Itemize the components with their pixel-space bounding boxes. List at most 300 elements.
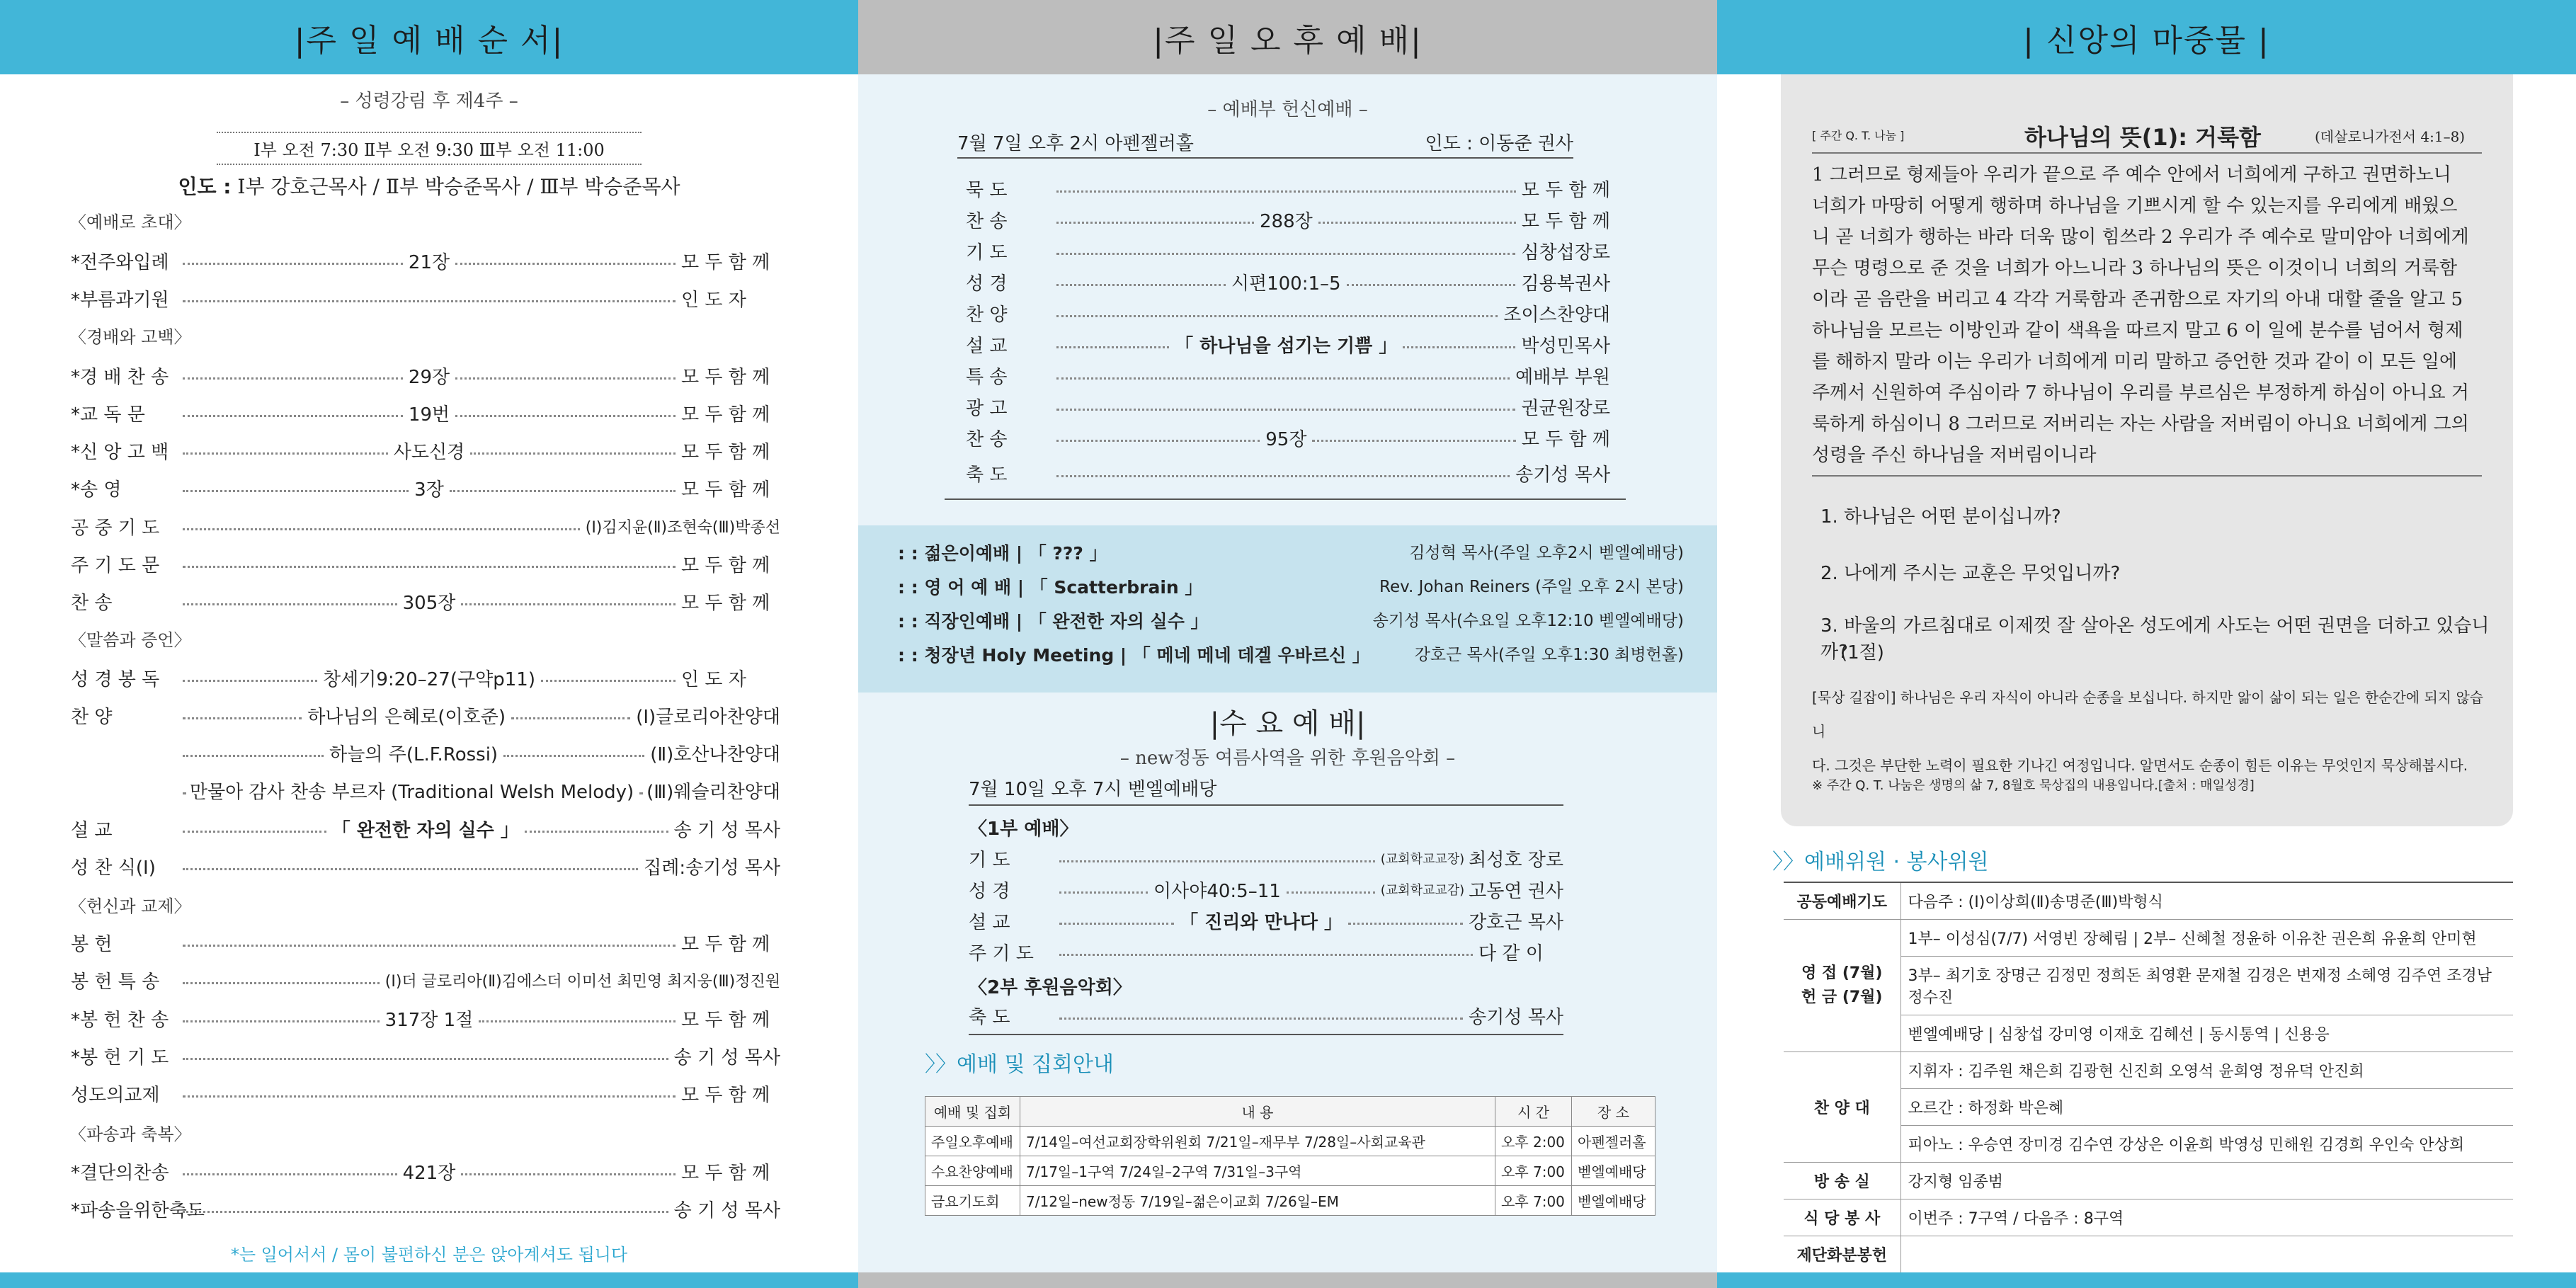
events-cell: 벧엘예배당 [1572, 1186, 1655, 1216]
events-header-cell: 장 소 [1572, 1097, 1655, 1127]
staff-value: 3부– 최기호 장명근 김정민 정희돈 최영환 문재철 김경은 변재정 소혜영 김주연 조경남 정수진 [1900, 957, 2513, 1015]
other-service-title: : : 청장년 Holy Meeting | 「 메네 메네 데겔 우바르신 」 [898, 645, 1370, 666]
events-cell: 7/12일–new정동 7/19일–젊은이교회 7/26일–EM [1020, 1186, 1495, 1216]
order-item [969, 1001, 1563, 1030]
order-item-detail: 19번 [408, 404, 450, 426]
section-label: 〈말씀과 증언〉 [69, 630, 191, 650]
leader-dots [183, 1020, 380, 1022]
bottom-bar [0, 1272, 858, 1288]
leader-dots [183, 377, 403, 380]
order-item [71, 436, 780, 465]
order-item-name: *경 배 찬 송 [71, 366, 169, 388]
events-cell: 수요찬양예배 [925, 1156, 1020, 1186]
order-item-person: 고동연 권사 [1469, 880, 1563, 902]
section-label: 〈헌신과 교제〉 [69, 896, 191, 916]
order-item-person: 인 도 자 [681, 289, 746, 311]
order-item-detail: 305장 [402, 592, 456, 614]
leader-dots [183, 1173, 397, 1175]
leader-dots [1312, 440, 1515, 442]
order-item-name: 기 도 [969, 849, 1010, 871]
order-item-name: 설 교 [71, 819, 113, 841]
order-item-name: 찬 송 [966, 210, 1008, 232]
other-service-info: Rev. Johan Reiners (주일 오후 2시 본당) [1379, 578, 1684, 596]
qt-line: 1 그러므로 형제들아 우리가 끝으로 주 예수 안에서 너희에게 구하고 권면하노니 [1812, 164, 2451, 186]
order-item-detail: 95장 [1265, 428, 1307, 450]
order-item [969, 906, 1563, 935]
afternoon-service-header: |주 일 오 후 예 배| [858, 0, 1717, 74]
leader-dots [183, 868, 638, 870]
faith-header: | 신앙의 마중물 | [1717, 0, 2576, 74]
order-item [71, 549, 780, 578]
staff-key [1784, 920, 1900, 1052]
events-table [925, 1096, 1655, 1216]
order-item-name: 광 고 [966, 397, 1008, 419]
staff-key-line: 영 접 (7월) [1801, 964, 1883, 982]
staff-key-line: 헌 금 (7월) [1801, 988, 1883, 1006]
staff-value [1900, 1236, 2513, 1273]
events-header-cell: 시 간 [1495, 1097, 1572, 1127]
order-item-person: 모 두 함 께 [681, 251, 770, 273]
order-item-person: 강호근 목사 [1469, 911, 1563, 933]
leader-dots [183, 415, 403, 417]
sunday-subtitle: – 성령강림 후 제4주 – [340, 91, 518, 112]
table-row [1784, 1052, 2513, 1089]
leader-dots [450, 490, 676, 492]
order-item-name: 찬 양 [966, 304, 1008, 326]
table-row [1784, 1236, 2513, 1273]
order-item-person: 모 두 함 께 [1521, 179, 1610, 201]
order-item [969, 875, 1563, 904]
leader-dots [455, 377, 676, 380]
staff-value: 1부– 이성심(7/7) 서영빈 장혜림 | 2부– 신혜철 정윤하 이유찬 권은희 유윤희 안미현 [1900, 920, 2513, 957]
order-item-person: 모 두 함 께 [681, 592, 770, 614]
order-item-name: 성 경 [966, 273, 1008, 295]
order-item-detail: 하나님의 은혜로(이호준) [307, 706, 506, 728]
events-cell: 아펜젤러홀 [1572, 1127, 1655, 1156]
leader-dots [183, 490, 409, 492]
order-item-name: 찬 송 [966, 428, 1008, 450]
order-item-detail: 이사야40:5–11 [1153, 880, 1281, 902]
qt-title: 하나님의 뜻(1): 거룩함 [2024, 124, 2261, 151]
order-item-person: 송 기 성 목사 [673, 1047, 780, 1068]
qt-note: ※ 주간 Q. T. 나눔은 생명의 삶 7, 8월호 묵상집의 내용입니다.[출처 : 매일성경] [1812, 778, 2255, 793]
other-service-info: 강호근 목사(주일 오후1:30 최병헌홀) [1414, 646, 1684, 664]
leader-dots [183, 452, 388, 455]
order-item-person: 송기성 목사 [1469, 1006, 1563, 1028]
order-item-name: 성 찬 식(I) [71, 857, 156, 879]
wed-part2-label: 〈2부 후원음악회〉 [969, 977, 1132, 998]
staff-value: 이번주 : 7구역 / 다음주 : 8구역 [1900, 1199, 2513, 1236]
order-item [966, 330, 1610, 358]
order-item-person: 송기성 목사 [1515, 464, 1610, 486]
order-item-person: 조이스찬양대 [1503, 304, 1610, 326]
order-item-name: 축 도 [966, 464, 1008, 486]
leader-dots [183, 717, 302, 719]
footnote: *는 일어서서 / 몸이 불편하신 분은 앉아계셔도 됩니다 [230, 1245, 628, 1265]
events-title: 〉〉예배 및 집회안내 [925, 1052, 1114, 1077]
staff-key: 찬 양 대 [1784, 1052, 1900, 1163]
staff-key: 방 송 실 [1784, 1163, 1900, 1199]
order-item-name: *봉 헌 찬 송 [71, 1009, 169, 1031]
order-item-person: 모 두 함 께 [681, 479, 770, 501]
qt-line: 룩하게 하심이니 8 그러므로 저버리는 자는 사람을 저버림이 아니요 너희에게 그의 [1812, 414, 2470, 435]
leader-dots [511, 717, 630, 719]
table-row [1784, 1199, 2513, 1236]
table-row [1784, 1163, 2513, 1199]
order-item [966, 459, 1610, 487]
events-header-cell: 내 용 [1020, 1097, 1495, 1127]
order-item-detail: 3장 [414, 479, 444, 501]
qt-panel [1781, 74, 2513, 826]
order-item-detail: 「 완전한 자의 실수 」 [331, 819, 519, 841]
order-item-role: (교회학교교장) [1380, 852, 1465, 867]
order-item-detail: 21장 [408, 251, 450, 273]
qt-line: 하나님을 모르는 이방인과 같이 색욕을 따르지 말고 6 이 일에 분수를 넘어서 형제 [1812, 320, 2463, 341]
table-row [925, 1127, 1655, 1156]
order-item [71, 1042, 780, 1070]
order-item [71, 1195, 780, 1223]
order-item-person: 인 도 자 [681, 668, 746, 690]
order-item-name: 봉 헌 [71, 933, 113, 955]
order-item-person: 모 두 함 께 [1521, 210, 1611, 232]
leader-dots [525, 831, 668, 833]
order-item-person: (Ⅰ)김지윤(Ⅱ)조현숙(Ⅲ)박종선 [585, 518, 780, 537]
qt-question: 2. 나에게 주시는 교훈은 무엇입니까? [1820, 563, 2121, 584]
qt-line: 를 해하지 말라 이는 우리가 너희에게 미리 말하고 증언한 것과 같이 이 모든 일에 [1812, 351, 2458, 372]
qt-text [1812, 159, 2482, 477]
qt-reference: (데살로니가전서 4:1–8) [2315, 128, 2466, 145]
order-item [71, 284, 780, 312]
leader-dots [503, 755, 644, 757]
order-item [966, 299, 1610, 327]
order-item [71, 587, 780, 615]
order-item [966, 205, 1610, 234]
order-item-person: 모 두 함 께 [681, 441, 770, 463]
order-item [71, 1004, 780, 1032]
order-item-person: 최성호 장로 [1469, 849, 1563, 871]
leader-dots [1318, 222, 1516, 224]
wed-subtitle: – new정동 여름사역을 위한 후원음악회 – [1119, 748, 1456, 769]
order-item-person: (Ⅲ)웨슬리찬양대 [646, 781, 780, 803]
divider [969, 1034, 1563, 1035]
leader-dots [183, 831, 326, 833]
staff-value: 강지형 임종범 [1900, 1163, 2513, 1199]
staff-title: 〉〉예배위원 · 봉사위원 [1772, 850, 1989, 874]
order-item [71, 701, 780, 729]
order-item [966, 423, 1610, 452]
leader-dots [461, 1173, 676, 1175]
leader-dots [1287, 891, 1375, 894]
order-item-person: 모 두 함 께 [681, 1009, 770, 1031]
order-item-detail: 시편100:1–5 [1231, 273, 1341, 295]
leader-dots [183, 300, 676, 302]
order-item [71, 1079, 780, 1107]
staff-value: 벧엘예배당 | 심창섭 강미영 이재호 김혜선 | 동시통역 | 신용응 [1900, 1015, 2513, 1052]
section-label: 〈예배로 초대〉 [69, 212, 191, 232]
meditation-line: 다. 그것은 부단한 노력이 필요한 기나긴 여정입니다. 알면서도 순종이 힘든 이유는 무엇인지 묵상해봅시다. [1812, 757, 2468, 774]
other-service-row [898, 540, 1684, 565]
order-item-person: (Ⅱ)호산나찬양대 [650, 743, 780, 765]
staff-value: 오르간 : 하정화 박은혜 [1900, 1089, 2513, 1126]
leader-dots [1056, 190, 1516, 193]
order-item-person: 송 기 성 목사 [673, 819, 780, 841]
order-item [71, 399, 780, 427]
qt-question: (1절) [1840, 642, 1884, 663]
order-item-name: 성 경 [969, 880, 1010, 902]
staff-key: 공동예배기도 [1784, 882, 1900, 920]
column-faith [1717, 0, 2576, 1288]
other-service-title: : : 직장인예배 | 「 완전한 자의 실수 」 [898, 611, 1209, 632]
staff-table [1784, 882, 2513, 1273]
order-item-person: 모 두 함 께 [1521, 428, 1610, 450]
leader-dots [1059, 954, 1473, 956]
wed-date: 7월 10일 오후 7시 벧엘예배당 [969, 775, 1563, 806]
order-item [71, 1157, 780, 1185]
order-item [71, 776, 780, 804]
order-item-person: 송 기 성 목사 [673, 1199, 780, 1221]
order-item-detail: 317장 1절 [384, 1009, 474, 1031]
leader-dots [1056, 440, 1260, 442]
order-item-name: 설 교 [966, 335, 1008, 357]
qt-line: 이라 곧 음란을 버리고 4 각각 거룩함과 존귀함으로 자기의 아내 대할 줄을 알고 5 [1812, 289, 2463, 310]
leader-dots [1403, 346, 1515, 348]
leaders-line [0, 171, 858, 200]
section-label: 〈파송과 축복〉 [69, 1124, 191, 1144]
leader-dots [1056, 377, 1510, 380]
qt-line: 주께서 신원하여 주심이라 7 하나님이 우리를 부르심은 부정하게 하심이 아니요 거 [1812, 382, 2470, 404]
order-item [71, 852, 780, 880]
order-item-name: 봉 헌 특 송 [71, 971, 160, 993]
order-item-name: *교 독 문 [71, 404, 145, 426]
order-item-name: 성 경 봉 독 [71, 668, 160, 690]
staff-value: 다음주 : (Ⅰ)이상희(Ⅱ)송명준(Ⅲ)박형식 [1900, 882, 2513, 920]
leader-dots [1348, 923, 1463, 925]
qt-line: 너희가 마땅히 어떻게 행하며 하나님을 기쁘시게 할 수 있는지를 우리에게 배웠으 [1812, 195, 2458, 217]
afternoon-date: 7월 7일 오후 2시 아펜젤러홀 [957, 132, 1194, 154]
order-item [71, 928, 780, 957]
order-item [966, 268, 1610, 296]
leaders-label: 인도 : [178, 175, 232, 198]
qt-question: 1. 하나님은 어떤 분이십니까? [1820, 506, 2061, 528]
leader-dots [455, 263, 676, 265]
leader-dots [1056, 346, 1169, 348]
leader-dots [183, 263, 403, 265]
order-item-person: 집례:송기성 목사 [644, 857, 780, 879]
other-service-row [898, 642, 1684, 667]
order-item-person: 모 두 함 께 [681, 1162, 770, 1184]
order-item-person: 심창섭장로 [1521, 241, 1610, 263]
order-item-name: 축 도 [969, 1006, 1010, 1028]
leader-dots [1056, 475, 1510, 477]
staff-key: 식 당 봉 사 [1784, 1199, 1900, 1236]
order-item [966, 236, 1610, 265]
events-cell: 주일오후예배 [925, 1127, 1020, 1156]
order-item-name: 찬 양 [71, 706, 113, 728]
afternoon-info [957, 126, 1573, 159]
order-item-person: 김용복권사 [1521, 273, 1611, 295]
order-item-detail: 288장 [1260, 210, 1313, 232]
leader-dots [1056, 253, 1515, 255]
order-item-person: 모 두 함 께 [681, 1084, 770, 1106]
order-item-name: *송 영 [71, 479, 122, 501]
table-row [1784, 920, 2513, 957]
divider [945, 498, 1626, 500]
order-item-detail: 421장 [402, 1162, 456, 1184]
order-item [969, 844, 1563, 872]
order-item-name: *파송을위한축도 [71, 1199, 205, 1221]
leader-dots [1059, 923, 1174, 925]
table-row [1784, 882, 2513, 920]
other-service-title: : : 젊은이예배 | 「 ??? 」 [898, 543, 1107, 564]
afternoon-leader: 인도 : 이동준 권사 [1425, 132, 1573, 154]
order-item-name: 성도의교제 [71, 1084, 160, 1106]
order-item [71, 663, 780, 692]
leader-dots [541, 680, 676, 682]
order-item-role: (교회학교교감) [1380, 883, 1465, 898]
leader-dots [183, 1211, 668, 1213]
events-cell: 오후 7:00 [1495, 1156, 1572, 1186]
leader-dots [455, 415, 676, 417]
order-item-name: 기 도 [966, 241, 1008, 263]
leader-dots [1056, 315, 1498, 317]
events-cell: 금요기도회 [925, 1186, 1020, 1216]
order-item-detail: 사도신경 [393, 441, 465, 463]
leader-dots [183, 1095, 676, 1098]
events-cell: 7/17일–1구역 7/24일–2구역 7/31일–3구역 [1020, 1156, 1495, 1186]
section-label: 〈경배와 고백〉 [69, 327, 191, 347]
bottom-bar [1717, 1272, 2576, 1288]
order-item-detail: 29장 [408, 366, 450, 388]
order-item [71, 361, 780, 389]
table-row [925, 1156, 1655, 1186]
order-item-person: 모 두 함 께 [681, 366, 770, 388]
events-cell: 벧엘예배당 [1572, 1156, 1655, 1186]
meditation [1812, 680, 2492, 782]
order-item [966, 392, 1610, 421]
order-item [71, 739, 780, 767]
qt-question: 3. 바울의 가르침대로 이제껏 잘 살아온 성도에게 사도는 어떤 권면을 더하고 있습니까? [1820, 615, 2490, 663]
other-service-info: 김성혁 목사(주일 오후2시 벧엘예배당) [1409, 544, 1684, 562]
order-item-name: *전주와입례 [71, 251, 169, 273]
order-item-person: 다 같 이 [1478, 942, 1544, 964]
leader-dots [1059, 860, 1375, 862]
table-row [925, 1186, 1655, 1216]
order-item-person: (Ⅰ)더 글로리아(Ⅱ)김에스더 이미선 최민영 최지웅(Ⅲ)정진원 [384, 972, 780, 991]
leader-dots [183, 603, 397, 605]
qt-line: 니 곧 너희가 행하는 바라 더욱 많이 힘쓰라 2 우리가 주 예수로 말미암아 너희에게 [1812, 227, 2469, 248]
leader-dots [479, 1020, 676, 1022]
order-item [966, 361, 1610, 389]
other-service-row [898, 608, 1684, 633]
order-item-detail: 「 하나님을 섬기는 기쁨 」 [1175, 335, 1398, 357]
leader-dots [183, 792, 184, 794]
order-item-name: *신 앙 고 백 [71, 441, 169, 463]
order-item-name: 주 기 도 [969, 942, 1034, 964]
order-item [71, 474, 780, 502]
qt-title-bar [1812, 118, 2482, 154]
order-item-detail: 하늘의 주(L.F.Rossi) [329, 743, 498, 765]
order-item-person: 박성민목사 [1521, 335, 1611, 357]
leader-dots [183, 755, 324, 757]
column-afternoon [858, 0, 1717, 1288]
order-item-name: 묵 도 [966, 179, 1008, 201]
events-cell: 오후 2:00 [1495, 1127, 1572, 1156]
leader-dots [183, 945, 676, 947]
leader-dots [1059, 1018, 1463, 1020]
order-item-name: 특 송 [966, 366, 1008, 388]
order-item-name: *부름과기원 [71, 289, 169, 311]
order-item-name: 공 중 기 도 [71, 517, 160, 539]
order-item-name: 주 기 도 문 [71, 554, 160, 576]
leader-dots [183, 528, 580, 530]
other-service-info: 송기성 목사(수요일 오후12:10 벧엘예배당) [1372, 612, 1684, 630]
order-item-detail: 만물아 감사 찬송 부르자 (Traditional Welsh Melody) [189, 781, 634, 803]
order-item-person: 모 두 함 께 [681, 404, 770, 426]
leader-dots [639, 792, 641, 794]
service-times: Ⅰ부 오전 7:30 Ⅱ부 오전 9:30 Ⅲ부 오전 11:00 [217, 132, 642, 165]
order-item [71, 246, 780, 275]
order-item-person: 권균원장로 [1521, 397, 1610, 419]
events-header-cell: 예배 및 집회 [925, 1097, 1020, 1127]
wed-header: |수 요 예 배| [1209, 707, 1366, 740]
staff-value: 지휘자 : 김주원 채은희 김광현 신진희 오영석 윤희영 정유덕 안진희 [1900, 1052, 2513, 1089]
leader-dots [1059, 891, 1148, 894]
order-item [966, 174, 1610, 203]
qt-line: 무슨 명령으로 준 것을 너희가 아느니라 3 하나님의 뜻은 이것이니 너희의 거룩함 [1812, 258, 2458, 279]
order-item-detail: 창세기9:20–27(구약p11) [323, 668, 535, 690]
leader-dots [183, 680, 317, 682]
leader-dots [470, 452, 676, 455]
order-item [969, 937, 1563, 966]
column-sunday-order [0, 0, 858, 1288]
order-item [71, 966, 780, 994]
order-item-name: *결단의찬송 [71, 1162, 169, 1184]
leader-dots [461, 603, 676, 605]
order-item-name: 설 교 [969, 911, 1010, 933]
events-cell: 7/14일–여선교회장학위원회 7/21일–재무부 7/28일–사회교육관 [1020, 1127, 1495, 1156]
leader-dots [183, 566, 676, 568]
staff-value: 피아노 : 우승연 장미경 김수연 강상은 이윤희 박영성 민해원 김경희 우인숙 안상희 [1900, 1126, 2513, 1163]
meditation-line: [묵상 길잡이] 하나님은 우리 자식이 아니라 순종을 보십니다. 하지만 앎이 삶이 되는 일은 한순간에 되지 않습니 [1812, 689, 2484, 740]
order-item-person: 예배부 부원 [1515, 366, 1610, 388]
qt-line: 성령을 주신 하나님을 저버림이니라 [1812, 445, 2097, 466]
order-item [71, 814, 780, 843]
order-item-person: (Ⅰ)글로리아찬양대 [636, 706, 780, 728]
leader-dots [1056, 409, 1515, 411]
leaders-names: Ⅰ부 강호근목사 / Ⅱ부 박승준목사 / Ⅲ부 박승준목사 [237, 175, 680, 198]
wed-part1-label: 〈1부 예배〉 [969, 819, 1078, 840]
order-item-detail: 「 진리와 만나다 」 [1180, 911, 1343, 933]
order-item-name: *봉 헌 기 도 [71, 1047, 169, 1068]
bottom-bar [858, 1272, 1717, 1288]
events-cell: 오후 7:00 [1495, 1186, 1572, 1216]
order-item-person: 모 두 함 께 [681, 933, 770, 955]
other-service-title: : : 영 어 예 배 | 「 Scatterbrain 」 [898, 577, 1203, 598]
order-item [71, 512, 780, 540]
sunday-service-header: |주 일 예 배 순 서| [0, 0, 858, 74]
afternoon-subtitle: – 예배부 헌신예배 – [1207, 99, 1368, 120]
other-service-row [898, 574, 1684, 599]
leader-dots [1347, 284, 1516, 286]
leader-dots [183, 982, 380, 984]
order-item-person: 모 두 함 께 [681, 554, 770, 576]
qt-tag: [ 주간 Q. T. 나눔 ] [1812, 129, 1905, 142]
order-item-name: 찬 송 [71, 592, 113, 614]
leader-dots [1056, 284, 1226, 286]
leader-dots [183, 1058, 668, 1060]
other-services-panel [858, 525, 1717, 693]
leader-dots [1056, 222, 1254, 224]
